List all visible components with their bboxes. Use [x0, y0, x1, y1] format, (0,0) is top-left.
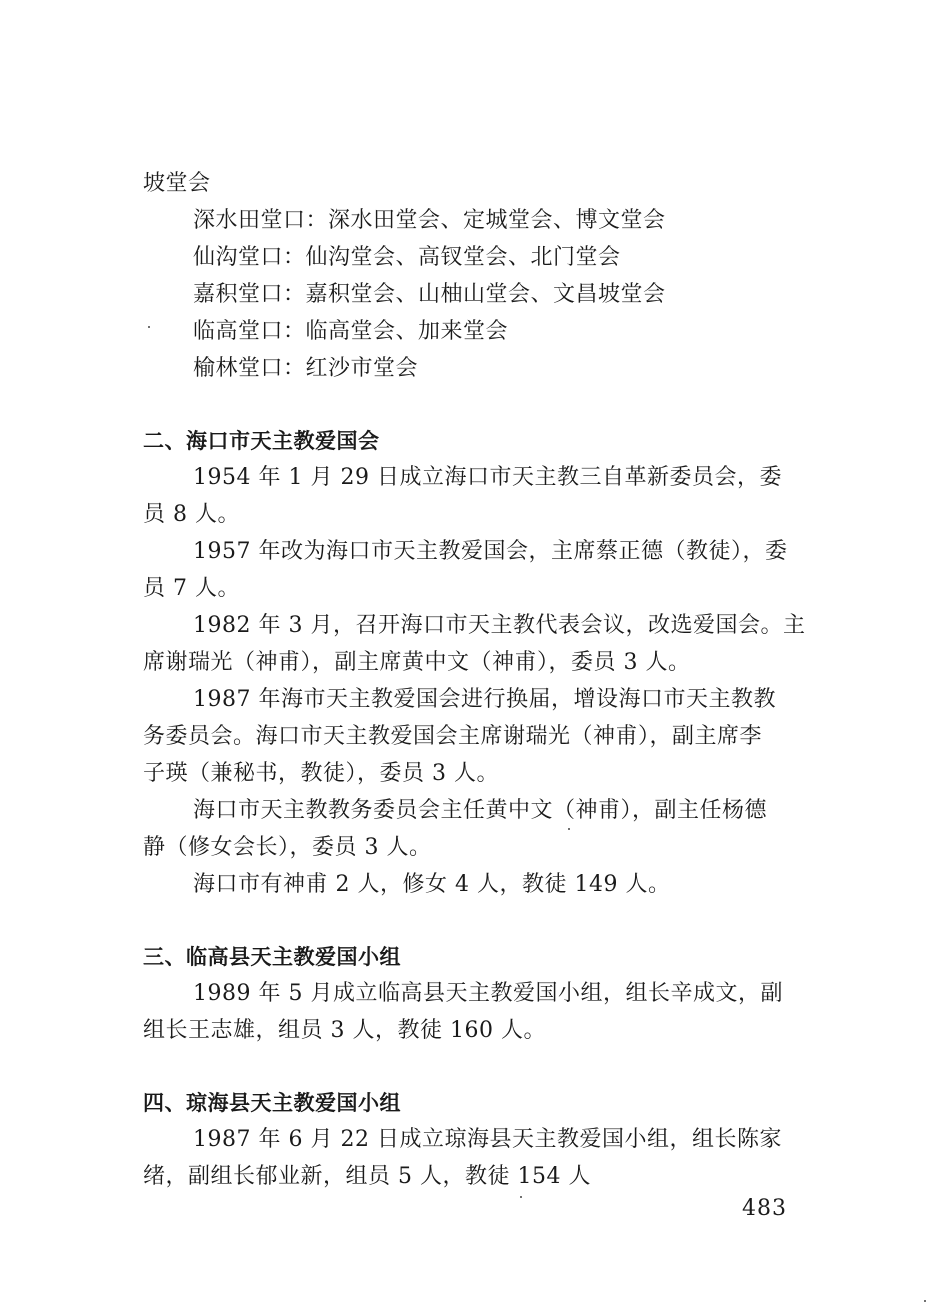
paragraph-line: 海口市天主教教务委员会主任黄中文（神甫），副主任杨德 [193, 798, 768, 823]
scan-speck [568, 828, 570, 830]
paragraph-line: 员 8 人。 [143, 502, 240, 527]
scan-speck [148, 326, 150, 328]
list-item: 深水田堂口：深水田堂会、定城堂会、博文堂会 [193, 208, 666, 233]
paragraph-line: 1987 年 6 月 22 日成立琼海县天主教爱国小组，组长陈家 [193, 1127, 782, 1152]
section-heading: 三、临高县天主教爱国小组 [143, 945, 401, 969]
paragraph-line: 组长王志雄，组员 3 人，教徒 160 人。 [143, 1018, 546, 1043]
paragraph-line: 子瑛（兼秘书，教徒），委员 3 人。 [143, 761, 499, 786]
scan-speck [924, 1300, 926, 1302]
section-heading: 四、琼海县天主教爱国小组 [143, 1091, 401, 1115]
paragraph-line: 静（修女会长），委员 3 人。 [143, 835, 432, 860]
continuation-text: 坡堂会 [143, 171, 211, 196]
paragraph-line: 海口市有神甫 2 人，修女 4 人，教徒 149 人。 [193, 872, 671, 897]
paragraph-line: 1954 年 1 月 29 日成立海口市天主教三自革新委员会，委 [193, 465, 782, 490]
paragraph-line: 务委员会。海口市天主教爱国会主席谢瑞光（神甫），副主席李 [143, 724, 763, 749]
list-item: 榆林堂口：红沙市堂会 [193, 356, 419, 381]
paragraph-line: 1957 年改为海口市天主教爱国会，主席蔡正德（教徒），委 [193, 539, 788, 564]
paragraph-line: 绪，副组长郁业新，组员 5 人，教徒 154 人 [143, 1164, 591, 1189]
paragraph-line: 1982 年 3 月，召开海口市天主教代表会议，改选爱国会。主 [193, 613, 806, 638]
list-item: 仙沟堂口：仙沟堂会、高钗堂会、北门堂会 [193, 245, 621, 270]
paragraph-line: 席谢瑞光（神甫），副主席黄中文（神甫），委员 3 人。 [143, 650, 691, 675]
paragraph-line: 员 7 人。 [143, 576, 240, 601]
section-heading: 二、海口市天主教爱国会 [143, 429, 380, 453]
list-item: 临高堂口：临高堂会、加来堂会 [193, 319, 509, 344]
list-item: 嘉积堂口：嘉积堂会、山柚山堂会、文昌坡堂会 [193, 282, 666, 307]
page-number: 483 [742, 1196, 787, 1221]
paragraph-line: 1987 年海市天主教爱国会进行换届，增设海口市天主教教 [193, 687, 776, 712]
paragraph-line: 1989 年 5 月成立临高县天主教爱国小组，组长辛成文，副 [193, 981, 783, 1006]
scan-speck [520, 1196, 522, 1198]
